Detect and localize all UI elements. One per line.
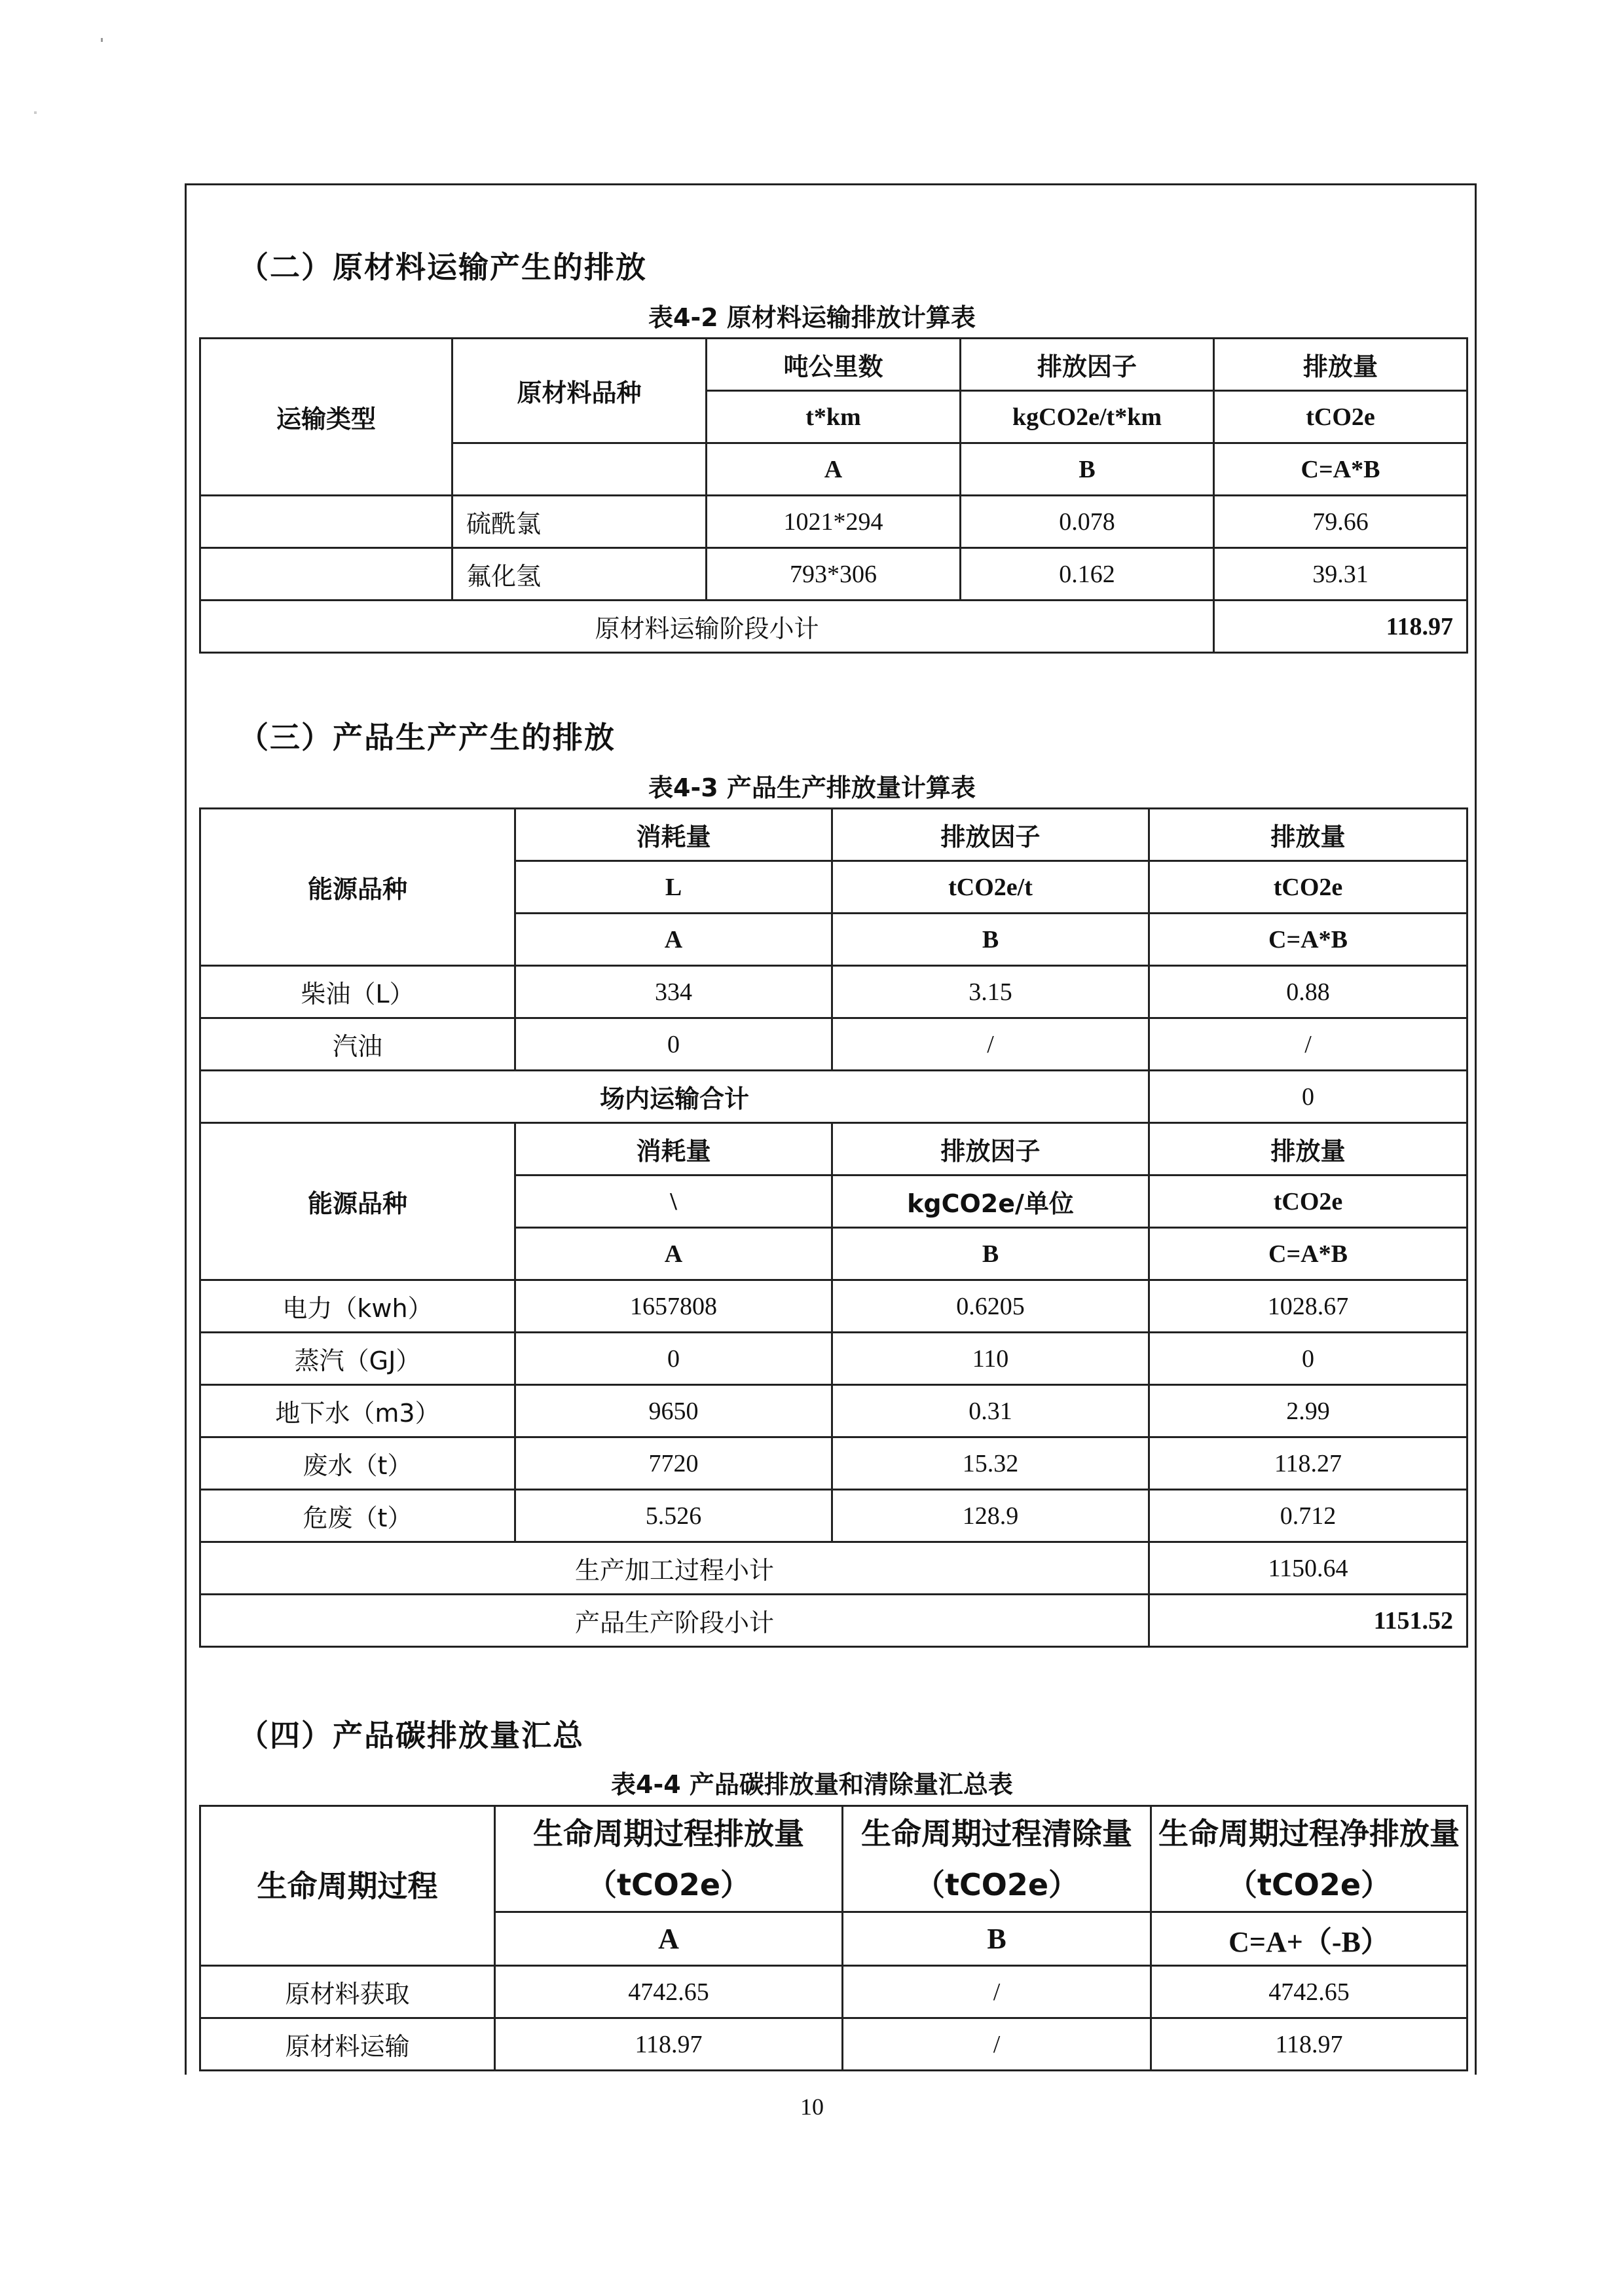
table-row xyxy=(200,1280,1467,1333)
section-heading: （三）产品生产产生的排放 xyxy=(238,720,616,755)
subtotal-value: 118.97 xyxy=(1214,601,1467,653)
header-lifecycle: 生命周期过程 xyxy=(200,1806,495,1966)
blank-cell xyxy=(200,496,452,548)
factor-value: 3.15 xyxy=(832,966,1149,1018)
header-factor: 排放因子 xyxy=(832,809,1149,861)
table-4-2 xyxy=(199,337,1468,654)
consumption-value: 5.526 xyxy=(515,1490,832,1542)
emission-value: 1028.67 xyxy=(1149,1280,1467,1333)
header-consumption: 消耗量 xyxy=(515,1123,832,1176)
emission-value: 4742.65 xyxy=(495,1966,843,2018)
tonkm-value: 793*306 xyxy=(707,548,961,601)
factor-value: 0.6205 xyxy=(832,1280,1149,1333)
consumption-value: 0 xyxy=(515,1333,832,1385)
net-value: 4742.65 xyxy=(1151,1966,1467,2018)
consumption-value: 7720 xyxy=(515,1437,832,1490)
header-transport-type: 运输类型 xyxy=(200,339,452,496)
process-subtotal-label: 生产加工过程小计 xyxy=(200,1542,1149,1595)
material-name: 硫酰氯 xyxy=(452,496,707,548)
table-row xyxy=(200,1437,1467,1490)
tonkm-value: 1021*294 xyxy=(707,496,961,548)
consumption-value: 334 xyxy=(515,966,832,1018)
code-b: B xyxy=(961,443,1214,496)
consumption-value: 1657808 xyxy=(515,1280,832,1333)
code-c: C=A*B xyxy=(1149,914,1467,966)
emission-value: 0 xyxy=(1149,1333,1467,1385)
energy-name: 危废（t） xyxy=(200,1490,515,1542)
energy-name: 蒸汽（GJ） xyxy=(200,1333,515,1385)
emission-value: 79.66 xyxy=(1214,496,1467,548)
code-c: C=A*B xyxy=(1149,1228,1467,1280)
code-b: B xyxy=(832,914,1149,966)
subtotal-row xyxy=(200,1542,1467,1595)
stage-subtotal-label: 产品生产阶段小计 xyxy=(200,1595,1149,1647)
table-row xyxy=(200,496,1467,548)
header-material: 原材料品种 xyxy=(452,339,707,443)
table-row xyxy=(200,1333,1467,1385)
header-lifecycle-net: 生命周期过程净排放量（tCO2e） xyxy=(1151,1806,1467,1912)
unit-emission: tCO2e xyxy=(1149,861,1467,914)
table-caption: 表4-4 产品碳排放量和清除量汇总表 xyxy=(611,1770,1013,1799)
net-value: 118.97 xyxy=(1151,2018,1467,2071)
unit-consumption: L xyxy=(515,861,832,914)
material-name: 氟化氢 xyxy=(452,548,707,601)
header-tonkm: 吨公里数 xyxy=(707,339,961,391)
energy-name: 汽油 xyxy=(200,1018,515,1071)
unit-tonkm: t*km xyxy=(707,391,961,443)
code-a: A xyxy=(707,443,961,496)
scan-speck xyxy=(34,111,37,114)
section-heading: （二）原材料运输产生的排放 xyxy=(238,250,647,285)
removal-value: / xyxy=(843,1966,1151,2018)
page-number: 10 xyxy=(800,2094,824,2120)
code-a: A xyxy=(515,914,832,966)
emission-value: 2.99 xyxy=(1149,1385,1467,1437)
total-label: 场内运输合计 xyxy=(200,1071,1149,1123)
emission-value: / xyxy=(1149,1018,1467,1071)
table-row xyxy=(200,2018,1467,2071)
factor-value: / xyxy=(832,1018,1149,1071)
factor-value: 15.32 xyxy=(832,1437,1149,1490)
header-emission: 排放量 xyxy=(1149,809,1467,861)
table-caption: 表4-2 原材料运输排放计算表 xyxy=(648,303,976,332)
code-c: C=A+（-B） xyxy=(1151,1912,1467,1966)
code-a: A xyxy=(515,1228,832,1280)
emission-value: 0.712 xyxy=(1149,1490,1467,1542)
unit-consumption: \ xyxy=(515,1176,832,1228)
unit-factor: tCO2e/t xyxy=(832,861,1149,914)
subtotal-label: 原材料运输阶段小计 xyxy=(200,601,1214,653)
process-name: 原材料运输 xyxy=(200,2018,495,2071)
header-energy: 能源品种 xyxy=(200,1123,515,1280)
energy-name: 电力（kwh） xyxy=(200,1280,515,1333)
table-4-4 xyxy=(199,1805,1468,2071)
factor-value: 0.31 xyxy=(832,1385,1149,1437)
table-4-3 xyxy=(199,807,1468,1648)
process-subtotal-value: 1150.64 xyxy=(1149,1542,1467,1595)
header-emission: 排放量 xyxy=(1214,339,1467,391)
table-row xyxy=(200,1018,1467,1071)
header-emission: 排放量 xyxy=(1149,1123,1467,1176)
emission-value: 39.31 xyxy=(1214,548,1467,601)
code-b: B xyxy=(832,1228,1149,1280)
header-factor: 排放因子 xyxy=(832,1123,1149,1176)
table-row xyxy=(200,1385,1467,1437)
factor-value: 0.162 xyxy=(961,548,1214,601)
unit-factor: kgCO2e/t*km xyxy=(961,391,1214,443)
emission-value: 118.27 xyxy=(1149,1437,1467,1490)
consumption-value: 9650 xyxy=(515,1385,832,1437)
unit-emission: tCO2e xyxy=(1149,1176,1467,1228)
scan-speck xyxy=(101,38,103,42)
emission-value: 0.88 xyxy=(1149,966,1467,1018)
table-row xyxy=(200,1966,1467,2018)
table-row xyxy=(200,966,1467,1018)
unit-factor: kgCO2e/单位 xyxy=(832,1176,1149,1228)
header-energy: 能源品种 xyxy=(200,809,515,966)
removal-value: / xyxy=(843,2018,1151,2071)
header-factor: 排放因子 xyxy=(961,339,1214,391)
code-c: C=A*B xyxy=(1214,443,1467,496)
factor-value: 128.9 xyxy=(832,1490,1149,1542)
total-row xyxy=(200,1071,1467,1123)
unit-emission: tCO2e xyxy=(1214,391,1467,443)
energy-name: 柴油（L） xyxy=(200,966,515,1018)
process-name: 原材料获取 xyxy=(200,1966,495,2018)
blank-cell xyxy=(200,548,452,601)
energy-name: 地下水（m3） xyxy=(200,1385,515,1437)
code-a: A xyxy=(495,1912,843,1966)
header-lifecycle-removal: 生命周期过程清除量（tCO2e） xyxy=(843,1806,1151,1912)
stage-subtotal-value: 1151.52 xyxy=(1149,1595,1467,1647)
code-b: B xyxy=(843,1912,1151,1966)
factor-value: 110 xyxy=(832,1333,1149,1385)
table-caption: 表4-3 产品生产排放量计算表 xyxy=(648,773,976,802)
table-row xyxy=(200,548,1467,601)
subtotal-row xyxy=(200,1595,1467,1647)
subtotal-row xyxy=(200,601,1467,653)
energy-name: 废水（t） xyxy=(200,1437,515,1490)
emission-value: 118.97 xyxy=(495,2018,843,2071)
total-value: 0 xyxy=(1149,1071,1467,1123)
factor-value: 0.078 xyxy=(961,496,1214,548)
blank-cell xyxy=(452,443,707,496)
header-lifecycle-emission: 生命周期过程排放量（tCO2e） xyxy=(495,1806,843,1912)
consumption-value: 0 xyxy=(515,1018,832,1071)
section-heading: （四）产品碳排放量汇总 xyxy=(238,1718,584,1753)
header-consumption: 消耗量 xyxy=(515,809,832,861)
table-row xyxy=(200,1490,1467,1542)
